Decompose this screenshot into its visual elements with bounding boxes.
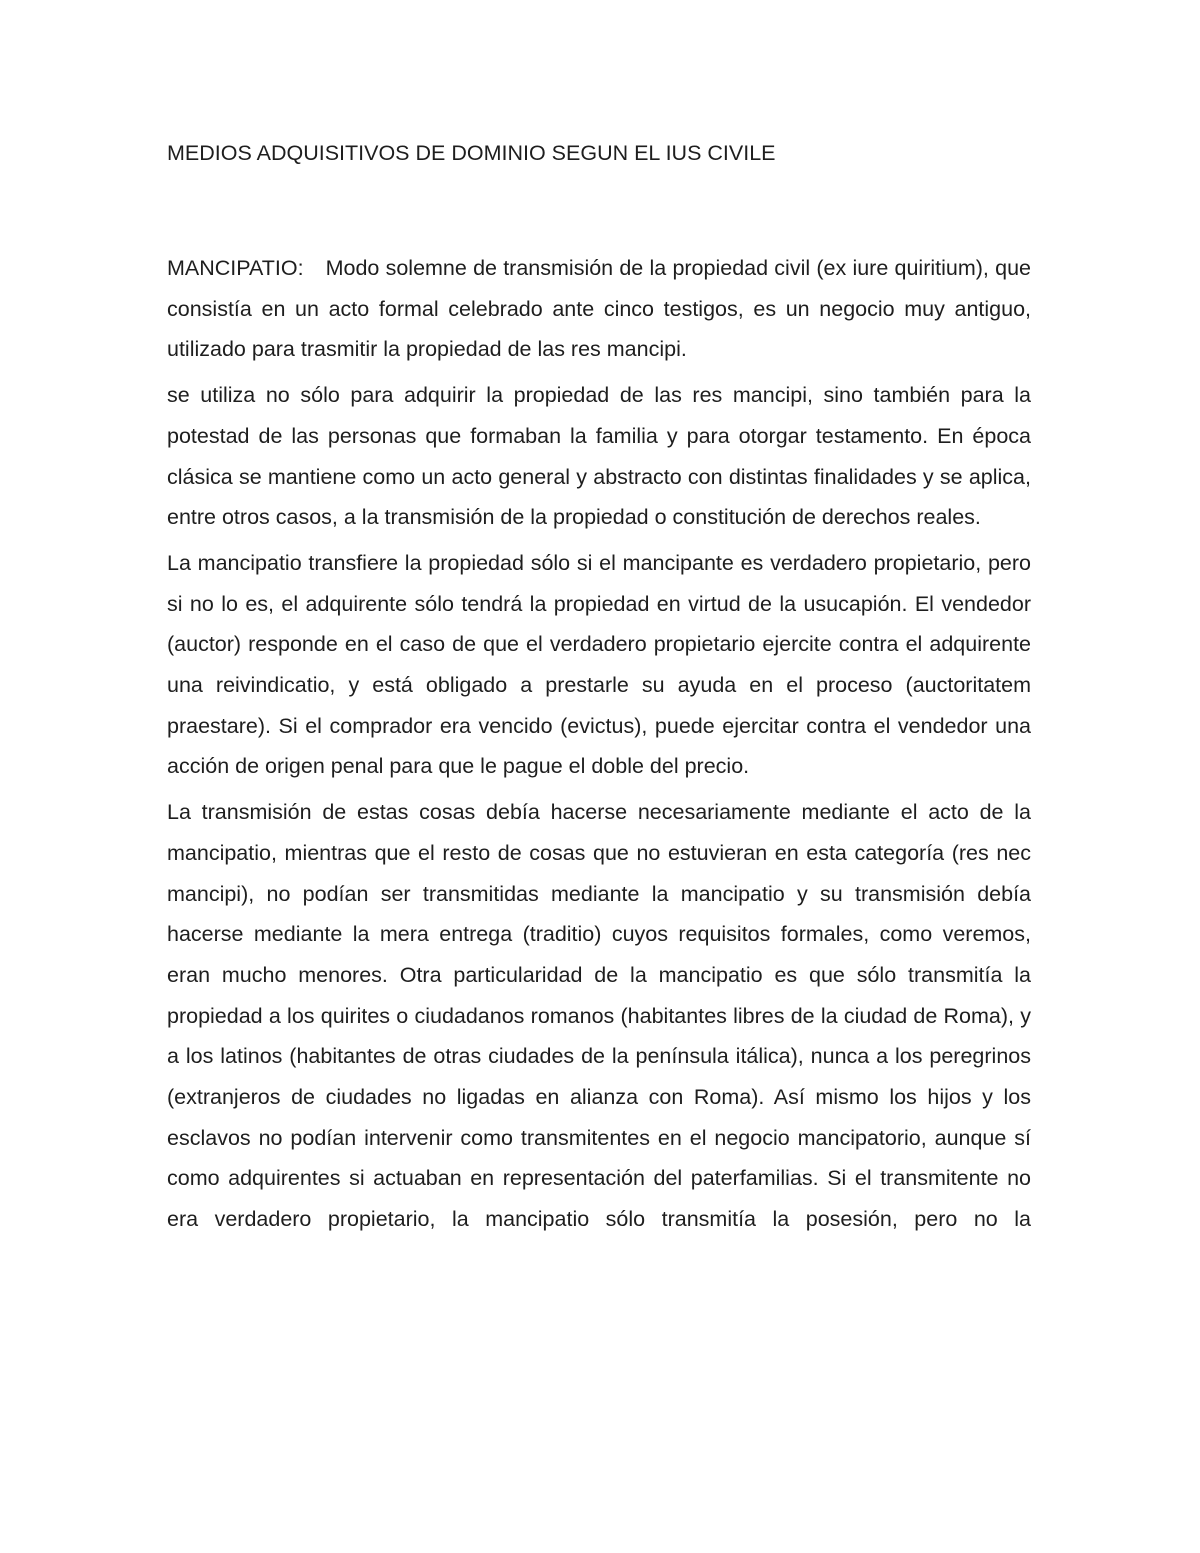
paragraph-transfer-conditions: La mancipatio transfiere la propiedad sólo si el mancipante es verdadero propietario, pero si no lo es, el adquirente sólo tendrá la propiedad en virtud de la usucapión. El vendedor (auctor) responde en el caso de que el verdadero propietario ejercite contra el adquirente una reivindicatio, y está obligado a prestarle su ayuda en el proceso (auctoritatem praestare). Si el comprador era vencido (evictus), puede ejercitar contra el vendedor una acción de origen penal para que le pague el doble del precio.: [167, 550, 1031, 779]
document-body: [167, 248, 1031, 1245]
paragraph-transmission-rules: La transmisión de estas cosas debía hacerse necesariamente mediante el acto de la mancipatio, mientras que el resto de cosas que no estuvieran en esta categoría (res nec mancipi), no podían ser transmitidas mediante la mancipatio y su transmisión debía hacerse mediante la mera entrega (traditio) cuyos requisitos formales, como veremos, eran mucho menores. Otra particularidad de la mancipatio es que sólo transmitía la propiedad a los quirites o ciudadanos romanos (habitantes libres de la ciudad de Roma), y a los latinos (habitantes de otras ciudades de la península itálica), nunca a los peregrinos (extranjeros de ciudades no ligadas en alianza con Roma). Así mismo los hijos y los esclavos no podían intervenir como transmitentes en el negocio mancipatorio, aunque sí como adquirentes si actuaban en representación del paterfamilias. Si el transmitente no era verdadero propietario, la mancipatio sólo transmitía la posesión, pero no la: [167, 800, 1031, 1232]
paragraph-uses: se utiliza no sólo para adquirir la propiedad de las res mancipi, sino también para la potestad de las personas que formaban la familia y para otorgar testamento. En época clásica se mantiene como un acto general y abstracto con distintas finalidades y se aplica, entre otros casos, a la transmisión de la propiedad o constitución de derechos reales.: [167, 383, 1031, 530]
document-title: MEDIOS ADQUISITIVOS DE DOMINIO SEGUN EL IUS CIVILE: [167, 141, 776, 165]
paragraph-mancipatio-definition: [167, 248, 1031, 370]
paragraph-text: Modo solemne de transmisión de la propiedad civil (ex iure quiritium), que consistía en un acto formal celebrado ante cinco testigos, es un negocio muy antiguo, utilizado para trasmitir la propiedad de las res mancipi.: [167, 256, 1031, 362]
paragraph-term: MANCIPATIO:: [167, 256, 304, 280]
